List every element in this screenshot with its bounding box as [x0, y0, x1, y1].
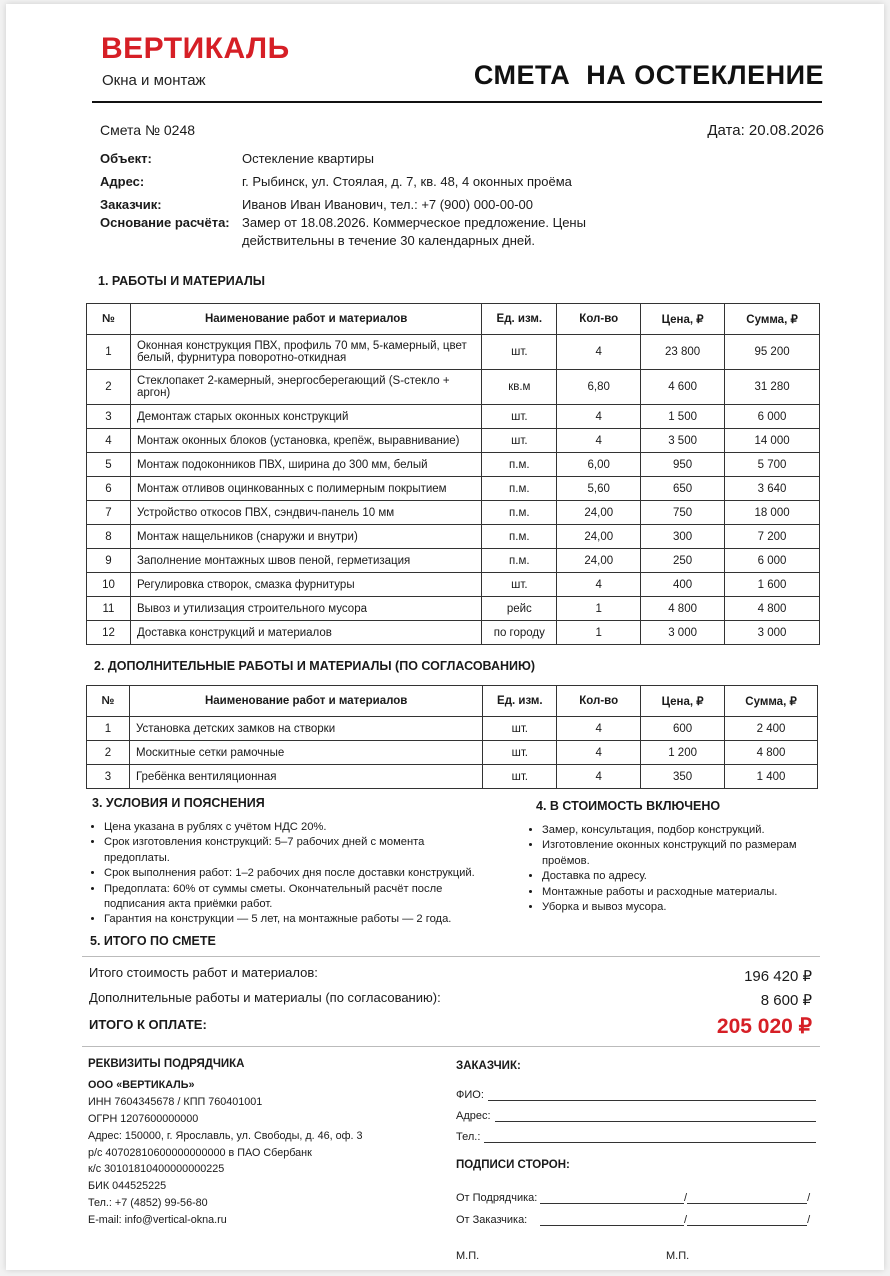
requisite-line: БИК 044525225	[88, 1180, 167, 1193]
row-quantity: 4	[557, 765, 641, 789]
row-price: 4 800	[641, 597, 725, 621]
info-value: г. Рыбинск, ул. Стоялая, д. 7, кв. 48, 4 оконных проёма	[242, 174, 572, 189]
row-description: Стеклопакет 2-камерный, энергосберегающий (S-стекло + аргон)	[130, 370, 481, 405]
estimate-number: Смета № 0248	[100, 122, 196, 138]
row-price: 4 600	[641, 370, 725, 405]
row-sum: 5 700	[725, 453, 820, 477]
row-number: 7	[87, 501, 131, 525]
row-price: 3 500	[641, 429, 725, 453]
row-number: 2	[87, 741, 130, 765]
included-list	[528, 823, 818, 915]
extra-label: Дополнительные работы и материалы (по согласованию):	[89, 990, 441, 1005]
stamp-contractor: М.П.	[456, 1250, 480, 1262]
row-quantity: 4	[557, 405, 641, 429]
row-sum: 6 000	[725, 405, 820, 429]
slash: /	[807, 1192, 811, 1204]
row-number: 11	[87, 597, 131, 621]
table-row	[87, 477, 820, 501]
row-sum: 4 800	[725, 741, 818, 765]
divider	[82, 1046, 820, 1047]
works-table	[86, 303, 820, 645]
row-quantity: 5,60	[557, 477, 641, 501]
row-price: 400	[641, 573, 725, 597]
customer-phone-row	[456, 1122, 816, 1143]
customer-sign-label: От Заказчика:	[456, 1214, 528, 1226]
row-sum: 14 000	[725, 429, 820, 453]
column-header: Наименование работ и материалов	[130, 304, 481, 335]
table-row	[87, 501, 820, 525]
column-header: Наименование работ и материалов	[129, 686, 482, 717]
row-number: 1	[87, 717, 130, 741]
info-row-basis	[100, 214, 712, 250]
row-description: Оконная конструкция ПВХ, профиль 70 мм, 5-камерный, цвет белый, фурнитура поворотно-откидная	[130, 335, 481, 370]
column-header: Кол-во	[557, 304, 641, 335]
stamps-row	[456, 1250, 816, 1262]
requisite-line: к/с 30101810400000000225	[88, 1163, 225, 1176]
total-value: 205 020 ₽	[716, 1015, 812, 1038]
row-sum: 2 400	[725, 717, 818, 741]
customer-sign-line[interactable]	[540, 1224, 684, 1226]
row-number: 1	[87, 335, 131, 370]
slash: /	[684, 1214, 688, 1226]
row-quantity: 4	[557, 717, 641, 741]
table-row	[87, 717, 818, 741]
row-description: Устройство откосов ПВХ, сэндвич-панель 10 мм	[130, 501, 481, 525]
row-quantity: 4	[557, 335, 641, 370]
row-sum: 95 200	[725, 335, 820, 370]
list-item: • Изготовление оконных конструкций по размерам проёмов.	[542, 838, 818, 869]
row-description: Регулировка створок, смазка фурнитуры	[130, 573, 481, 597]
section-2-title: 2. ДОПОЛНИТЕЛЬНЫЕ РАБОТЫ И МАТЕРИАЛЫ (ПО СОГЛАСОВАНИЮ)	[94, 659, 536, 673]
table-row	[87, 453, 820, 477]
row-price: 950	[641, 453, 725, 477]
row-unit: кв.м	[482, 370, 557, 405]
company-name: ООО «ВЕРТИКАЛЬ»	[88, 1078, 195, 1091]
info-value: Замер от 18.08.2026. Коммерческое предложение. Цены действительны в течение 30 календарных дней.	[242, 215, 586, 248]
slash: /	[684, 1192, 688, 1204]
table-row	[87, 525, 820, 549]
header-divider	[92, 101, 822, 103]
row-description: Монтаж нащельников (снаружи и внутри)	[130, 525, 481, 549]
list-item: • Гарантия на конструкции — 5 лет, на монтажные работы — 2 года.	[104, 912, 490, 927]
extra-value: 8 600 ₽	[760, 992, 812, 1009]
extra-works-table	[86, 685, 818, 789]
row-unit: п.м.	[482, 501, 557, 525]
row-quantity: 24,00	[557, 549, 641, 573]
table-row	[87, 370, 820, 405]
row-unit: п.м.	[482, 549, 557, 573]
row-unit: п.м.	[482, 477, 557, 501]
list-item: • Срок выполнения работ: 1–2 рабочих дня после доставки конструкций.	[104, 866, 490, 881]
column-header: №	[87, 304, 131, 335]
row-quantity: 4	[557, 429, 641, 453]
row-description: Демонтаж старых оконных конструкций	[130, 405, 481, 429]
column-header: №	[87, 686, 130, 717]
list-item: • Монтажные работы и расходные материалы.	[542, 885, 818, 900]
row-number: 3	[87, 765, 130, 789]
table-row	[87, 621, 820, 645]
fio-line[interactable]	[488, 1099, 816, 1101]
row-description: Доставка конструкций и материалов	[130, 621, 481, 645]
contractor-sign-line[interactable]	[540, 1202, 684, 1204]
address-line[interactable]	[495, 1120, 816, 1122]
row-sum: 18 000	[725, 501, 820, 525]
row-sum: 7 200	[725, 525, 820, 549]
column-header: Ед. изм.	[482, 304, 557, 335]
phone-label: Тел.:	[456, 1131, 481, 1143]
section-5-title: 5. ИТОГО ПО СМЕТЕ	[90, 934, 216, 948]
row-quantity: 1	[557, 621, 641, 645]
customer-name-line[interactable]	[687, 1224, 807, 1226]
requisite-line: E-mail: info@vertical-okna.ru	[88, 1214, 227, 1227]
info-value: Остекление квартиры	[242, 151, 374, 166]
row-sum: 3 000	[725, 621, 820, 645]
row-unit: п.м.	[482, 525, 557, 549]
total-label: ИТОГО К ОПЛАТЕ:	[89, 1017, 207, 1032]
row-sum: 6 000	[725, 549, 820, 573]
fio-label: ФИО:	[456, 1089, 484, 1101]
row-number: 8	[87, 525, 131, 549]
column-header: Цена, ₽	[641, 686, 725, 717]
row-description: Москитные сетки рамочные	[129, 741, 482, 765]
row-quantity: 6,80	[557, 370, 641, 405]
customer-title: ЗАКАЗЧИК:	[456, 1060, 521, 1072]
contractor-sign-label: От Подрядчика:	[456, 1192, 538, 1204]
table-row	[87, 405, 820, 429]
row-number: 4	[87, 429, 131, 453]
row-price: 300	[641, 525, 725, 549]
row-price: 1 500	[641, 405, 725, 429]
column-header: Цена, ₽	[641, 304, 725, 335]
table-row	[87, 741, 818, 765]
info-label: Адрес:	[100, 174, 145, 189]
row-price: 1 200	[641, 741, 725, 765]
row-unit: шт.	[483, 765, 557, 789]
requisite-line: Тел.: +7 (4852) 99-56-80	[88, 1197, 208, 1210]
list-item: • Предоплата: 60% от суммы сметы. Окончательный расчёт после подписания акта приёмки работ.	[104, 882, 490, 913]
table-row	[87, 429, 820, 453]
row-unit: шт.	[482, 405, 557, 429]
row-number: 12	[87, 621, 131, 645]
row-description: Заполнение монтажных швов пеной, герметизация	[130, 549, 481, 573]
row-number: 5	[87, 453, 131, 477]
row-quantity: 1	[557, 597, 641, 621]
table-row	[87, 597, 820, 621]
row-number: 10	[87, 573, 131, 597]
customer-address-row	[456, 1101, 816, 1122]
row-sum: 3 640	[725, 477, 820, 501]
info-label: Заказчик:	[100, 197, 162, 212]
customer-block	[456, 1060, 816, 1262]
requisite-line: ОГРН 1207600000000	[88, 1112, 199, 1125]
column-header: Кол-во	[557, 686, 641, 717]
conditions-list	[90, 820, 490, 928]
subtotal-label: Итого стоимость работ и материалов:	[89, 965, 318, 980]
row-quantity: 4	[557, 573, 641, 597]
row-unit: шт.	[482, 573, 557, 597]
info-row-customer	[100, 196, 712, 214]
stamp-customer: М.П.	[666, 1250, 690, 1262]
contractor-name-line[interactable]	[687, 1202, 807, 1204]
info-row-object	[100, 150, 712, 168]
row-sum: 31 280	[725, 370, 820, 405]
company-tagline: Окна и монтаж	[102, 72, 206, 89]
info-block	[100, 150, 712, 254]
row-description: Монтаж подоконников ПВХ, ширина до 300 мм, белый	[130, 453, 481, 477]
row-unit: рейс	[482, 597, 557, 621]
contractor-requisites	[88, 1056, 418, 1229]
row-price: 3 000	[641, 621, 725, 645]
requisite-line: Адрес: 150000, г. Ярославль, ул. Свободы, д. 46, оф. 3	[88, 1129, 363, 1142]
table-row	[87, 335, 820, 370]
requisite-line: ИНН 7604345678 / КПП 760401001	[88, 1095, 263, 1108]
row-price: 250	[641, 549, 725, 573]
requisite-line: р/с 40702810600000000000 в ПАО Сбербанк	[88, 1146, 312, 1159]
table-row	[87, 573, 820, 597]
document-page	[6, 4, 884, 1270]
table-header-row	[87, 686, 818, 717]
row-description: Гребёнка вентиляционная	[129, 765, 482, 789]
slash: /	[807, 1214, 811, 1226]
section-3-title: 3. УСЛОВИЯ И ПОЯСНЕНИЯ	[92, 796, 265, 810]
row-number: 6	[87, 477, 131, 501]
row-price: 350	[641, 765, 725, 789]
row-price: 750	[641, 501, 725, 525]
row-description: Монтаж оконных блоков (установка, крепёж, выравнивание)	[130, 429, 481, 453]
info-row-address	[100, 173, 712, 191]
list-item: • Уборка и вывоз мусора.	[542, 900, 818, 915]
divider	[82, 956, 820, 957]
row-unit: по городу	[482, 621, 557, 645]
row-quantity: 4	[557, 741, 641, 765]
column-header: Ед. изм.	[483, 686, 557, 717]
section-4-title: 4. В СТОИМОСТЬ ВКЛЮЧЕНО	[536, 799, 721, 813]
address-label: Адрес:	[456, 1110, 491, 1122]
row-quantity: 24,00	[557, 525, 641, 549]
row-price: 23 800	[641, 335, 725, 370]
estimate-date: Дата: 20.08.2026	[707, 122, 824, 139]
row-description: Монтаж отливов оцинкованных с полимерным покрытием	[130, 477, 481, 501]
requisites-title: РЕКВИЗИТЫ ПОДРЯДЧИКА	[88, 1058, 245, 1070]
row-number: 2	[87, 370, 131, 405]
info-label: Объект:	[100, 151, 152, 166]
table-row	[87, 765, 818, 789]
row-number: 9	[87, 549, 131, 573]
column-header: Сумма, ₽	[725, 304, 820, 335]
row-price: 650	[641, 477, 725, 501]
row-sum: 4 800	[725, 597, 820, 621]
customer-fio-row	[456, 1080, 816, 1101]
list-item: • Замер, консультация, подбор конструкций.	[542, 823, 818, 838]
list-item: • Цена указана в рублях с учётом НДС 20%.	[104, 820, 490, 835]
row-description: Вывоз и утилизация строительного мусора	[130, 597, 481, 621]
row-unit: п.м.	[482, 453, 557, 477]
customer-sign-row	[456, 1204, 816, 1226]
row-price: 600	[641, 717, 725, 741]
contractor-sign-row	[456, 1184, 816, 1204]
subtotal-value: 196 420 ₽	[744, 968, 812, 985]
list-item: • Доставка по адресу.	[542, 869, 818, 884]
row-quantity: 6,00	[557, 453, 641, 477]
row-description: Установка детских замков на створки	[129, 717, 482, 741]
row-sum: 1 600	[725, 573, 820, 597]
signatures-title: ПОДПИСИ СТОРОН:	[456, 1159, 570, 1171]
row-sum: 1 400	[725, 765, 818, 789]
row-number: 3	[87, 405, 131, 429]
table-header-row	[87, 304, 820, 335]
row-unit: шт.	[482, 429, 557, 453]
phone-line[interactable]	[484, 1141, 816, 1143]
column-header: Сумма, ₽	[725, 686, 818, 717]
document-title: СМЕТА НА ОСТЕКЛЕНИЕ	[473, 60, 824, 90]
info-label: Основание расчёта:	[100, 215, 230, 230]
section-1-title: 1. РАБОТЫ И МАТЕРИАЛЫ	[98, 274, 265, 288]
list-item: • Срок изготовления конструкций: 5–7 рабочих дней с момента предоплаты.	[104, 835, 490, 866]
row-unit: шт.	[482, 335, 557, 370]
table-row	[87, 549, 820, 573]
info-value: Иванов Иван Иванович, тел.: +7 (900) 000-00-00	[242, 197, 533, 212]
row-quantity: 24,00	[557, 501, 641, 525]
row-unit: шт.	[483, 741, 557, 765]
company-logo: ВЕРТИКАЛЬ	[101, 32, 290, 65]
row-unit: шт.	[483, 717, 557, 741]
